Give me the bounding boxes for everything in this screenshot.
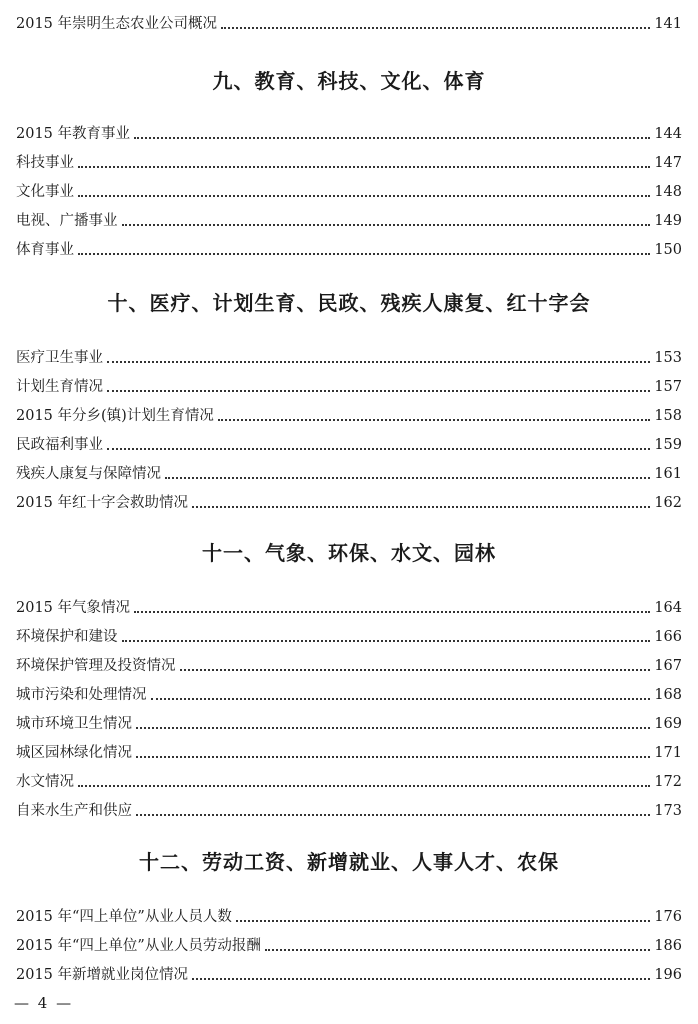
toc-entry-page: 148 [654,184,682,200]
toc-entry-title: 2015 年教育事业 [16,126,131,142]
dot-leader [107,447,650,450]
toc-entry-page: 196 [654,967,682,983]
toc-entry [16,905,682,927]
toc-entry-page: 149 [654,213,682,229]
toc-entry-title: 城市环境卫生情况 [16,716,132,732]
toc-entry-title: 2015 年气象情况 [16,600,131,616]
toc-entry [16,180,682,202]
toc-entry-title: 自来水生产和供应 [16,803,132,819]
toc-entry-page: 186 [654,938,682,954]
toc-entry-page: 176 [654,909,682,925]
toc-entry [16,683,682,705]
toc-entry [16,712,682,734]
toc-entry-title: 2015 年崇明生态农业公司概况 [16,16,218,32]
toc-entry-title: 文化事业 [16,184,74,200]
toc-entry [16,209,682,231]
toc-entry-page: 172 [654,774,682,790]
dot-leader [134,610,650,613]
dot-leader [236,919,650,922]
toc-entry [16,238,682,260]
toc-entry-title: 水文情况 [16,774,74,790]
section-heading: 十二、劳动工资、新增就业、人事人才、农保 [139,850,559,874]
toc-entry-page: 157 [654,379,682,395]
toc-entry [16,404,682,426]
dot-leader [165,476,650,479]
toc-entry-title: 2015 年新增就业岗位情况 [16,967,189,983]
toc-entry [16,963,682,985]
dot-leader [107,389,650,392]
dot-leader [180,668,651,671]
toc-entry [16,799,682,821]
dot-leader [122,639,651,642]
dot-leader [122,223,651,226]
toc-entry-page: 153 [654,350,682,366]
toc-entry-title: 环境保护和建设 [16,629,118,645]
toc-entry-title: 2015 年分乡(镇)计划生育情况 [16,408,214,424]
toc-entry [16,151,682,173]
toc-entry-page: 168 [654,687,682,703]
toc-entry-page: 171 [654,745,682,761]
dot-leader [78,194,650,197]
toc-entry [16,433,682,455]
toc-entry [16,346,682,368]
toc-entry-page: 147 [654,155,682,171]
toc-entry [16,934,682,956]
toc-entry-page: 162 [654,495,682,511]
toc-entry-title: 2015 年红十字会救助情况 [16,495,189,511]
dot-leader [192,505,650,508]
toc-entry [16,596,682,618]
toc-entry-page: 141 [654,16,682,32]
dot-leader [107,360,650,363]
dot-leader [136,813,650,816]
section-heading: 十一、气象、环保、水文、园林 [202,541,496,565]
dot-leader [136,726,650,729]
toc-entry [16,122,682,144]
dot-leader [218,418,650,421]
section-heading: 九、教育、科技、文化、体育 [212,69,486,93]
toc-entry [16,491,682,513]
toc-entry-page: 150 [654,242,682,258]
dot-leader [136,755,650,758]
toc-entry-page: 158 [654,408,682,424]
toc-entry-page: 159 [654,437,682,453]
toc-entry-page: 164 [654,600,682,616]
toc-entry-page: 161 [654,466,682,482]
dot-leader [192,977,650,980]
section-heading: 十、医疗、计划生育、民政、残疾人康复、红十字会 [107,291,591,315]
toc-entry [16,462,682,484]
toc-entry [16,375,682,397]
toc-entry [16,741,682,763]
toc-entry [16,625,682,647]
toc-entry-title: 2015 年“四上单位”从业人员人数 [16,909,232,925]
dot-leader [78,252,650,255]
toc-entry-title: 电视、广播事业 [16,213,118,229]
toc-entry-title: 残疾人康复与保障情况 [16,466,161,482]
toc-entry-page: 144 [654,126,682,142]
toc-entry-title: 城区园林绿化情况 [16,745,132,761]
toc-entry-title: 计划生育情况 [16,379,103,395]
toc-entry-title: 民政福利事业 [16,437,103,453]
toc-entry [16,654,682,676]
page-number: — 4 — [14,994,74,1012]
toc-entry-page: 173 [654,803,682,819]
toc-entry-page: 167 [654,658,682,674]
toc-entry-title: 科技事业 [16,155,74,171]
dot-leader [151,697,651,700]
dot-leader [78,165,650,168]
toc-entry-title: 体育事业 [16,242,74,258]
dot-leader [221,26,650,29]
toc-entry-title: 城市污染和处理情况 [16,687,147,703]
dot-leader [265,948,650,951]
dot-leader [134,136,650,139]
toc-entry-title: 医疗卫生事业 [16,350,103,366]
dot-leader [78,784,650,787]
toc-entry-title: 2015 年“四上单位”从业人员劳动报酬 [16,938,261,954]
toc-entry [16,770,682,792]
toc-entry-page: 166 [654,629,682,645]
toc-entry [16,12,682,34]
toc-entry-title: 环境保护管理及投资情况 [16,658,176,674]
toc-entry-page: 169 [654,716,682,732]
